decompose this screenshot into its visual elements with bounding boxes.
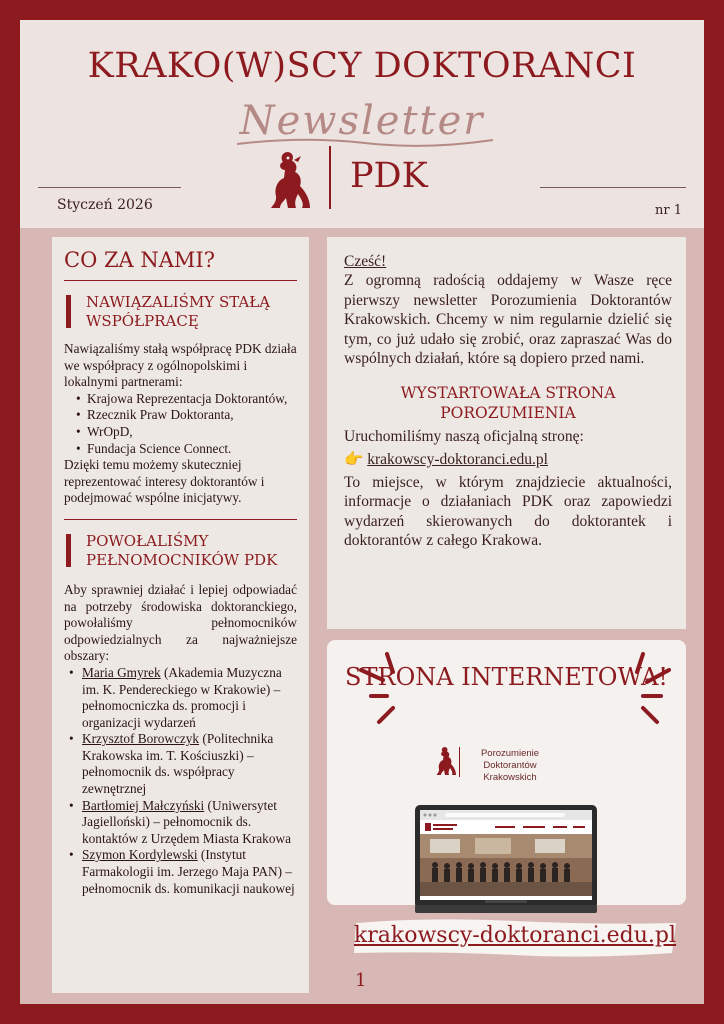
page-number: 1: [355, 970, 367, 991]
subsection-title-cooperation: [64, 293, 297, 331]
footer-url-box: [350, 915, 680, 959]
heading-rule: [64, 280, 297, 281]
pointing-hand-icon: 👉: [344, 451, 364, 468]
list-item: • Fundacja Science Connect.: [76, 441, 297, 458]
subsection-title-text: NAWIĄZALIŚMY STAŁĄ WSPÓŁPRACĘ: [86, 293, 271, 330]
newsletter-script-title: [20, 98, 704, 144]
delegate-desc: (Akademia Muzyczna im. K. Pendereckiego w Krakowie) – pełnomocniczka ds. promocji i organizacji wydarzeń: [82, 664, 282, 730]
cooperation-intro: Nawiązaliśmy stałą współpracę PDK działa we współpracy z ogólnopolskimi i lokalnymi partnerami:: [64, 341, 297, 390]
delegate-name[interactable]: Szymon Kordylewski: [82, 847, 198, 863]
header-divider-right: [540, 187, 686, 188]
partners-list: [64, 391, 297, 457]
subsection-title-text: POWOŁALIŚMY PEŁNOMOCNIKÓW PDK: [86, 531, 278, 569]
subsection-title-delegates: [64, 532, 297, 570]
cooperation-outro: Dzięki temu możemy skuteczniej reprezentować interesy doktorantów i podejmować wspólne inicjatywy.: [64, 457, 265, 506]
delegates-intro: Aby sprawniej działać i lepiej odpowiadać na potrzeby środowiska doktoranckiego, powołaliśmy pełnomocników odpowiedzialnych za najważniejsze obszary:: [64, 581, 297, 664]
website-link-row: [344, 450, 672, 470]
intro-text: Z ogromną radością oddajemy w Wasze ręce pierwszy newsletter Porozumienia Doktorantów Krakowskich. Chcemy w nim regularnie dzielić się tym, co już udało się zrobić, oraz zapraszać Was do wspólnych działań, które są dopiero przed nami.: [344, 272, 672, 367]
delegates-list: [64, 665, 297, 897]
newsletter-title: KRAKO(W)SCY DOKTORANCI: [87, 46, 637, 86]
list-item: [69, 798, 297, 848]
script-title-text: Newsletter: [239, 98, 485, 144]
list-item: [69, 665, 297, 731]
delegate-name[interactable]: Krzysztof Borowczyk: [82, 731, 200, 747]
greeting: Cześć!: [344, 253, 387, 270]
delegate-name[interactable]: Bartłomiej Małczyński: [82, 797, 205, 813]
delegate-desc: (Instytut Farmakologii im. Jerzego Maja PAN) – pełnomocnik ds. komunikacji naukowej: [82, 847, 295, 896]
website-link[interactable]: krakowscy-doktoranci.edu.pl: [367, 451, 548, 468]
website-description: To miejsce, w którym znajdziecie aktualności, informacje o działaniach PDK oraz zapowiedzi wydarzeń skierowanych do doktorantek i doktorantów z całego Krakowa.: [344, 473, 672, 549]
subsection-bar: [66, 295, 71, 328]
promo-logo-text: Porozumienie Doktorantów Krakowskich: [480, 748, 540, 783]
delegate-desc: (Politechnika Krakowska im. T. Kościuszki) – pełnomocnik ds. współpracy zewnętrznej: [82, 731, 274, 797]
list-item: [69, 847, 297, 897]
website-screenshot-laptop: [415, 805, 597, 913]
website-promo-card: [327, 640, 686, 905]
delegate-name[interactable]: Maria Gmyrek: [82, 664, 161, 680]
delegate-desc: (Uniwersytet Jagielloński) – pełnomocnik ds. kontaktów z Urzędem Miasta Krakowa: [82, 797, 291, 846]
dragon-logo-icon: [268, 148, 312, 212]
section-rule: [64, 519, 297, 520]
promo-headline: STRONA INTERNETOWA!: [345, 663, 668, 691]
launch-text: Uruchomiliśmy naszą oficjalną stronę:: [344, 427, 584, 445]
small-dragon-logo-icon: [435, 744, 457, 778]
issue-number: nr 1: [655, 203, 682, 218]
section-heading-past: CO ZA NAMI?: [64, 248, 215, 272]
subsection-bar: [66, 534, 71, 567]
website-launch-heading: WYSTARTOWAŁA STRONA POROZUMIENIA: [400, 383, 616, 422]
small-logo-bar: [459, 747, 460, 777]
header-vertical-bar: [329, 146, 331, 209]
intro-panel: [327, 237, 686, 629]
list-item: • Rzecznik Praw Doktoranta,: [76, 407, 297, 424]
footer-website-link[interactable]: krakowscy-doktoranci.edu.pl: [353, 923, 677, 948]
list-item: [69, 731, 297, 797]
issue-date: Styczeń 2026: [57, 197, 153, 213]
header: [20, 20, 704, 228]
list-item: • Krajowa Reprezentacja Doktorantów,: [76, 391, 297, 408]
brand-pdk: PDK: [350, 156, 428, 196]
left-column: [52, 237, 309, 993]
header-divider-left: [38, 187, 181, 188]
list-item: • WrOpD,: [76, 424, 297, 441]
newsletter-page: [20, 20, 704, 1004]
